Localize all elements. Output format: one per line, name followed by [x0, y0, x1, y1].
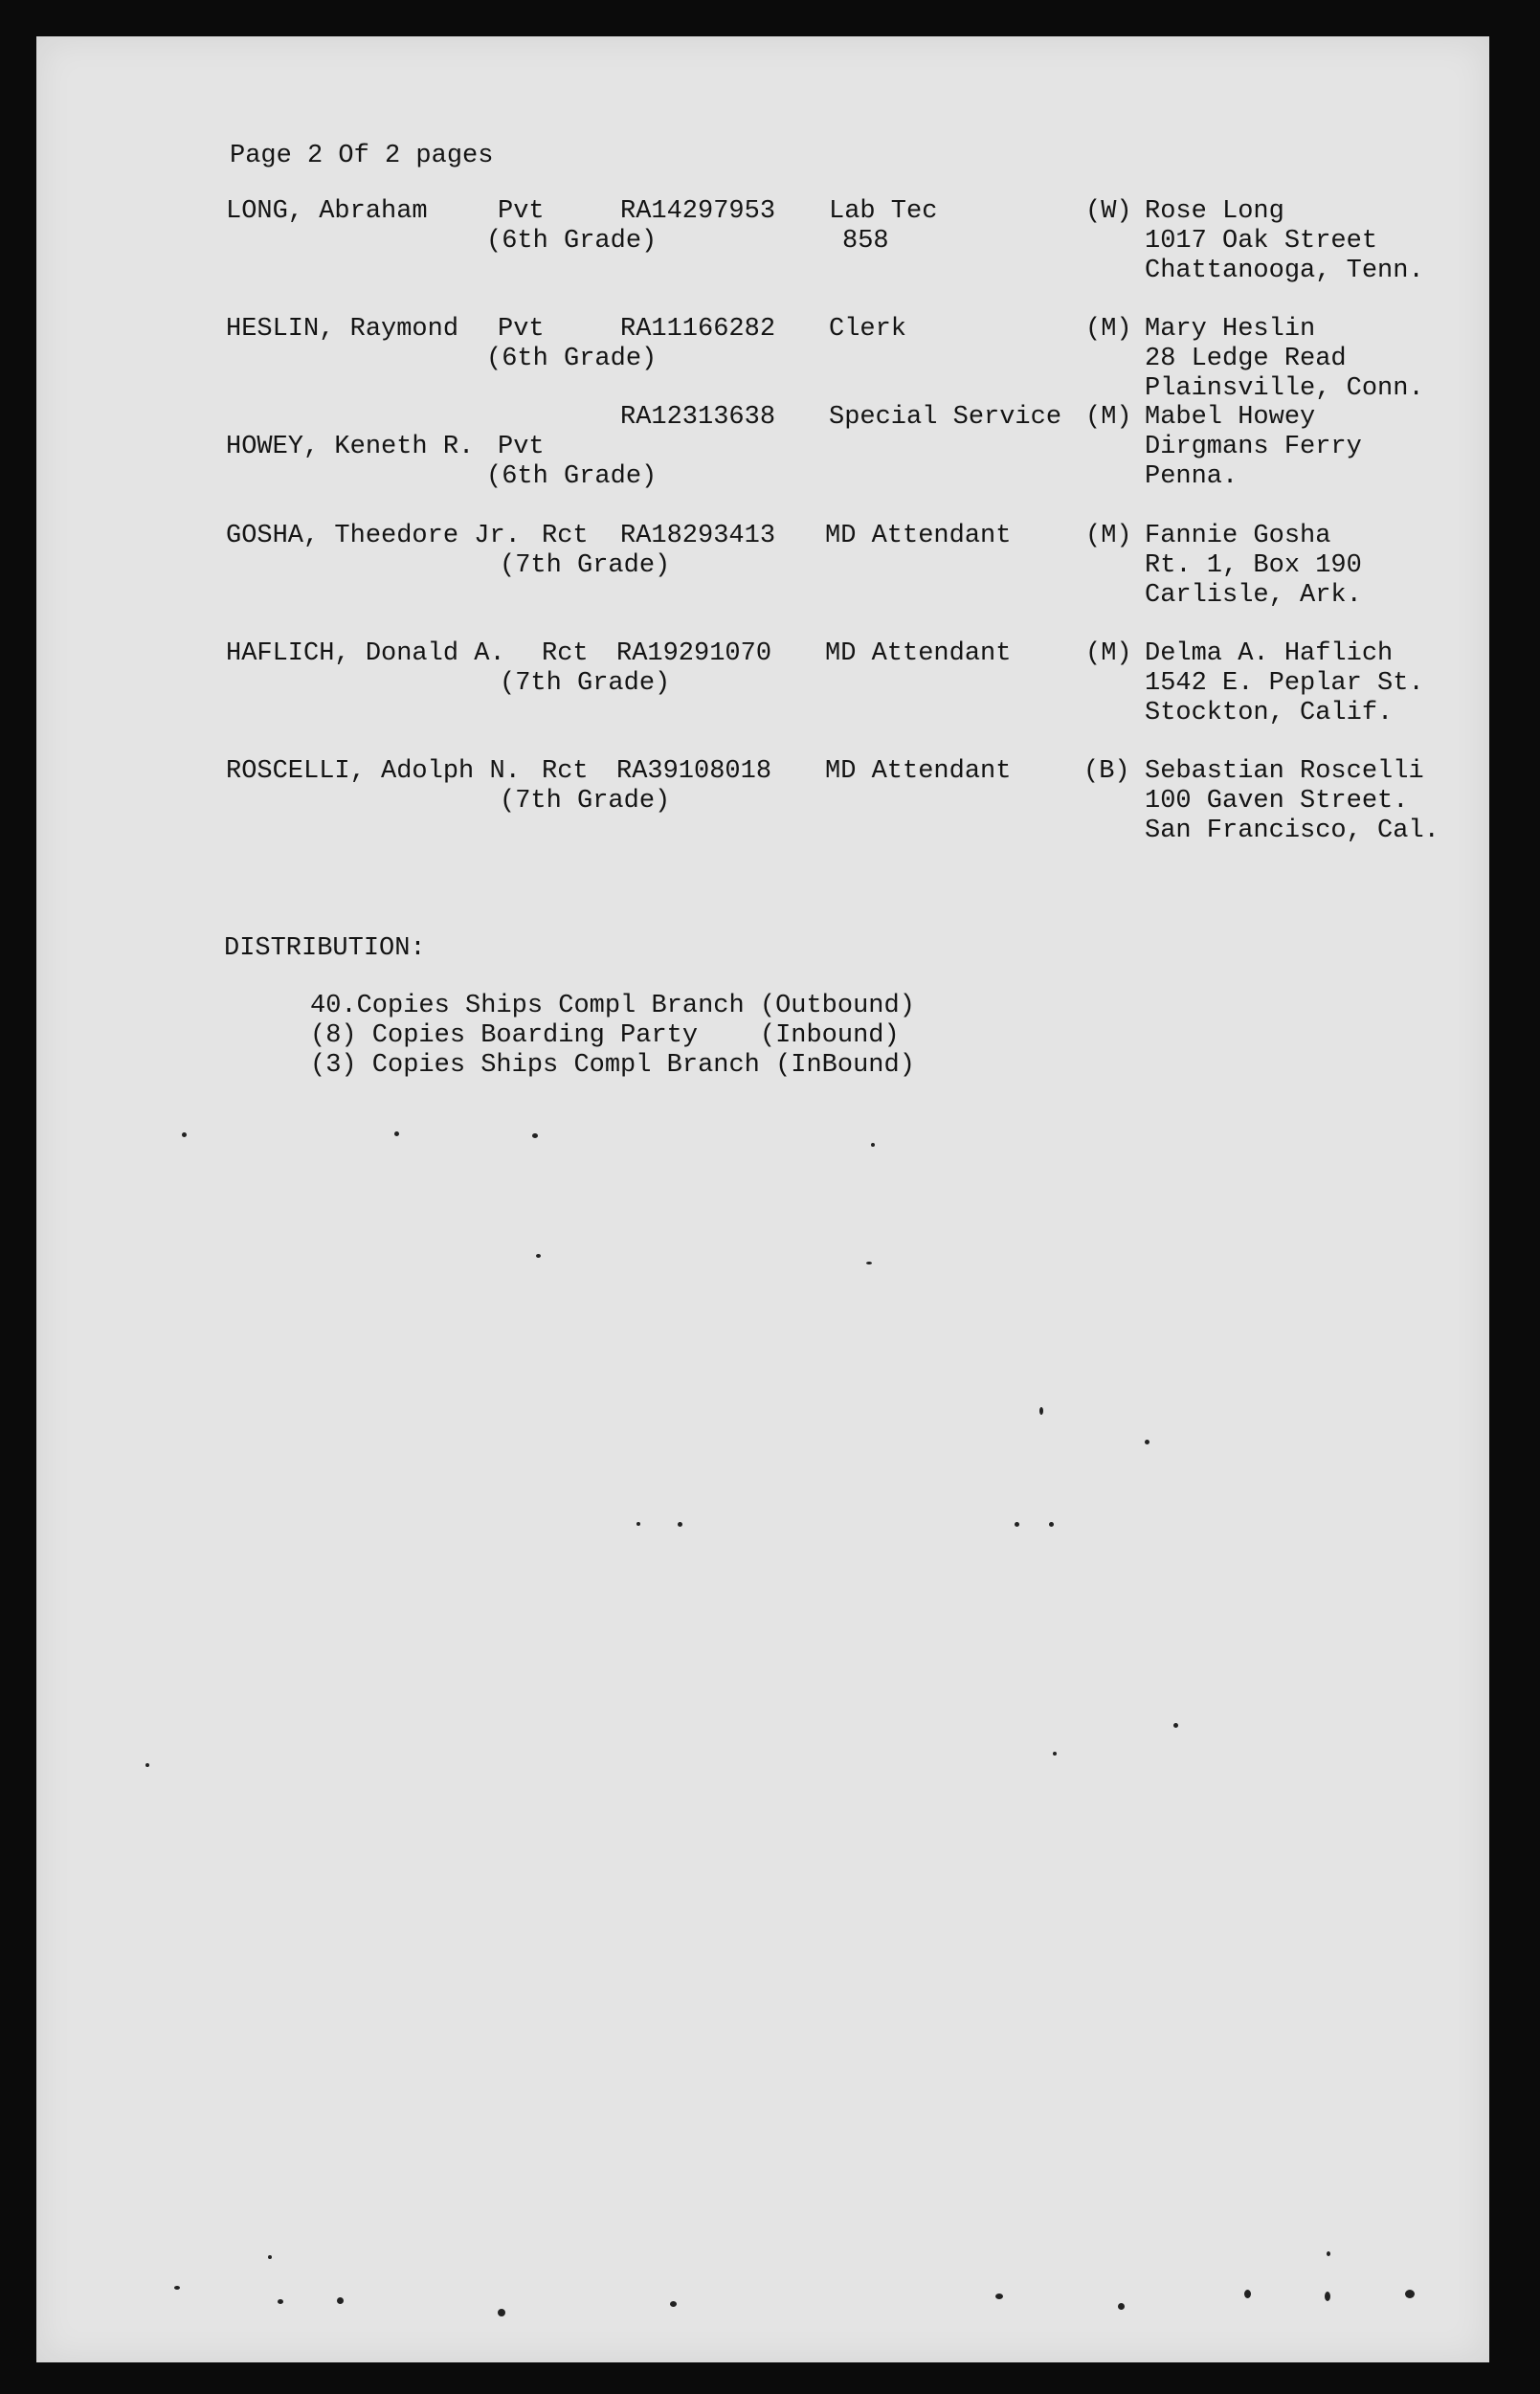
entry-grade: (7th Grade)	[500, 787, 671, 816]
distribution-line: (3) Copies Ships Compl Branch (InBound)	[310, 1051, 915, 1080]
distribution-line: 40.Copies Ships Compl Branch (Outbound)	[310, 992, 915, 1020]
entry-rank: Rct	[542, 757, 589, 786]
entry-address-line: Delma A. Haflich	[1145, 639, 1394, 668]
entry-relation: (M)	[1085, 522, 1132, 550]
entry-grade: (7th Grade)	[500, 551, 671, 580]
entry-grade: (7th Grade)	[500, 669, 671, 698]
distribution-line: (8) Copies Boarding Party (Inbound)	[310, 1021, 900, 1050]
entry-serial: RA14297953	[620, 197, 776, 226]
entry-grade: (6th Grade)	[486, 462, 658, 491]
entry-job: Special Service	[829, 403, 1062, 432]
entry-address-line: 28 Ledge Read	[1145, 345, 1347, 373]
entry-serial: RA18293413	[620, 522, 776, 550]
entry-job: Clerk	[829, 315, 907, 344]
entry-rank: Rct	[542, 522, 589, 550]
entry-job-code: 858	[842, 227, 889, 256]
entry-job: MD Attendant	[825, 522, 1012, 550]
entry-relation: (B)	[1083, 757, 1130, 786]
entry-address-line: Mabel Howey	[1145, 403, 1316, 432]
personnel-entry	[0, 197, 1540, 312]
entry-address-line: 1017 Oak Street	[1145, 227, 1378, 256]
entry-name: HESLIN, Raymond	[226, 315, 459, 344]
entry-rank: Pvt	[498, 315, 545, 344]
entry-job: MD Attendant	[825, 639, 1012, 668]
entry-serial: RA39108018	[616, 757, 772, 786]
personnel-entry	[0, 403, 1540, 518]
entry-grade: (6th Grade)	[486, 227, 658, 256]
entry-name: GOSHA, Theedore Jr.	[226, 522, 521, 550]
entry-address-line: Rose Long	[1145, 197, 1284, 226]
entry-name: ROSCELLI, Adolph N.	[226, 757, 521, 786]
entry-address-line: Dirgmans Ferry	[1145, 433, 1362, 461]
personnel-entry	[0, 757, 1540, 872]
entry-address-line: Stockton, Calif.	[1145, 699, 1394, 727]
entry-serial: RA11166282	[620, 315, 776, 344]
entry-relation: (W)	[1085, 197, 1132, 226]
entry-relation: (M)	[1085, 403, 1132, 432]
entry-address-line: Rt. 1, Box 190	[1145, 551, 1362, 580]
entry-address-line: Mary Heslin	[1145, 315, 1316, 344]
personnel-entry	[0, 522, 1540, 637]
entry-serial: RA19291070	[616, 639, 772, 668]
entry-name: HOWEY, Keneth R.	[226, 433, 475, 461]
entry-address-line: Carlisle, Ark.	[1145, 581, 1362, 610]
entry-address-line: Chattanooga, Tenn.	[1145, 257, 1424, 285]
entry-address-line: Penna.	[1145, 462, 1239, 491]
entry-job: MD Attendant	[825, 757, 1012, 786]
entry-rank: Pvt	[498, 197, 545, 226]
entry-grade: (6th Grade)	[486, 345, 658, 373]
entry-rank: Pvt	[498, 433, 545, 461]
entry-name: HAFLICH, Donald A.	[226, 639, 505, 668]
entry-serial: RA12313638	[620, 403, 776, 432]
personnel-entry	[0, 639, 1540, 754]
entry-relation: (M)	[1085, 315, 1132, 344]
entry-job: Lab Tec	[829, 197, 938, 226]
entry-relation: (M)	[1085, 639, 1132, 668]
entry-address-line: San Francisco, Cal.	[1145, 817, 1440, 845]
entry-address-line: 100 Gaven Street.	[1145, 787, 1409, 816]
entry-address-line: Sebastian Roscelli	[1145, 757, 1424, 786]
entry-name: LONG, Abraham	[226, 197, 428, 226]
entry-address-line: Fannie Gosha	[1145, 522, 1331, 550]
page-header: Page 2 Of 2 pages	[230, 142, 494, 170]
entry-address-line: Plainsville, Conn.	[1145, 374, 1424, 403]
entry-address-line: 1542 E. Peplar St.	[1145, 669, 1424, 698]
distribution-heading: DISTRIBUTION:	[224, 934, 426, 963]
entry-rank: Rct	[542, 639, 589, 668]
